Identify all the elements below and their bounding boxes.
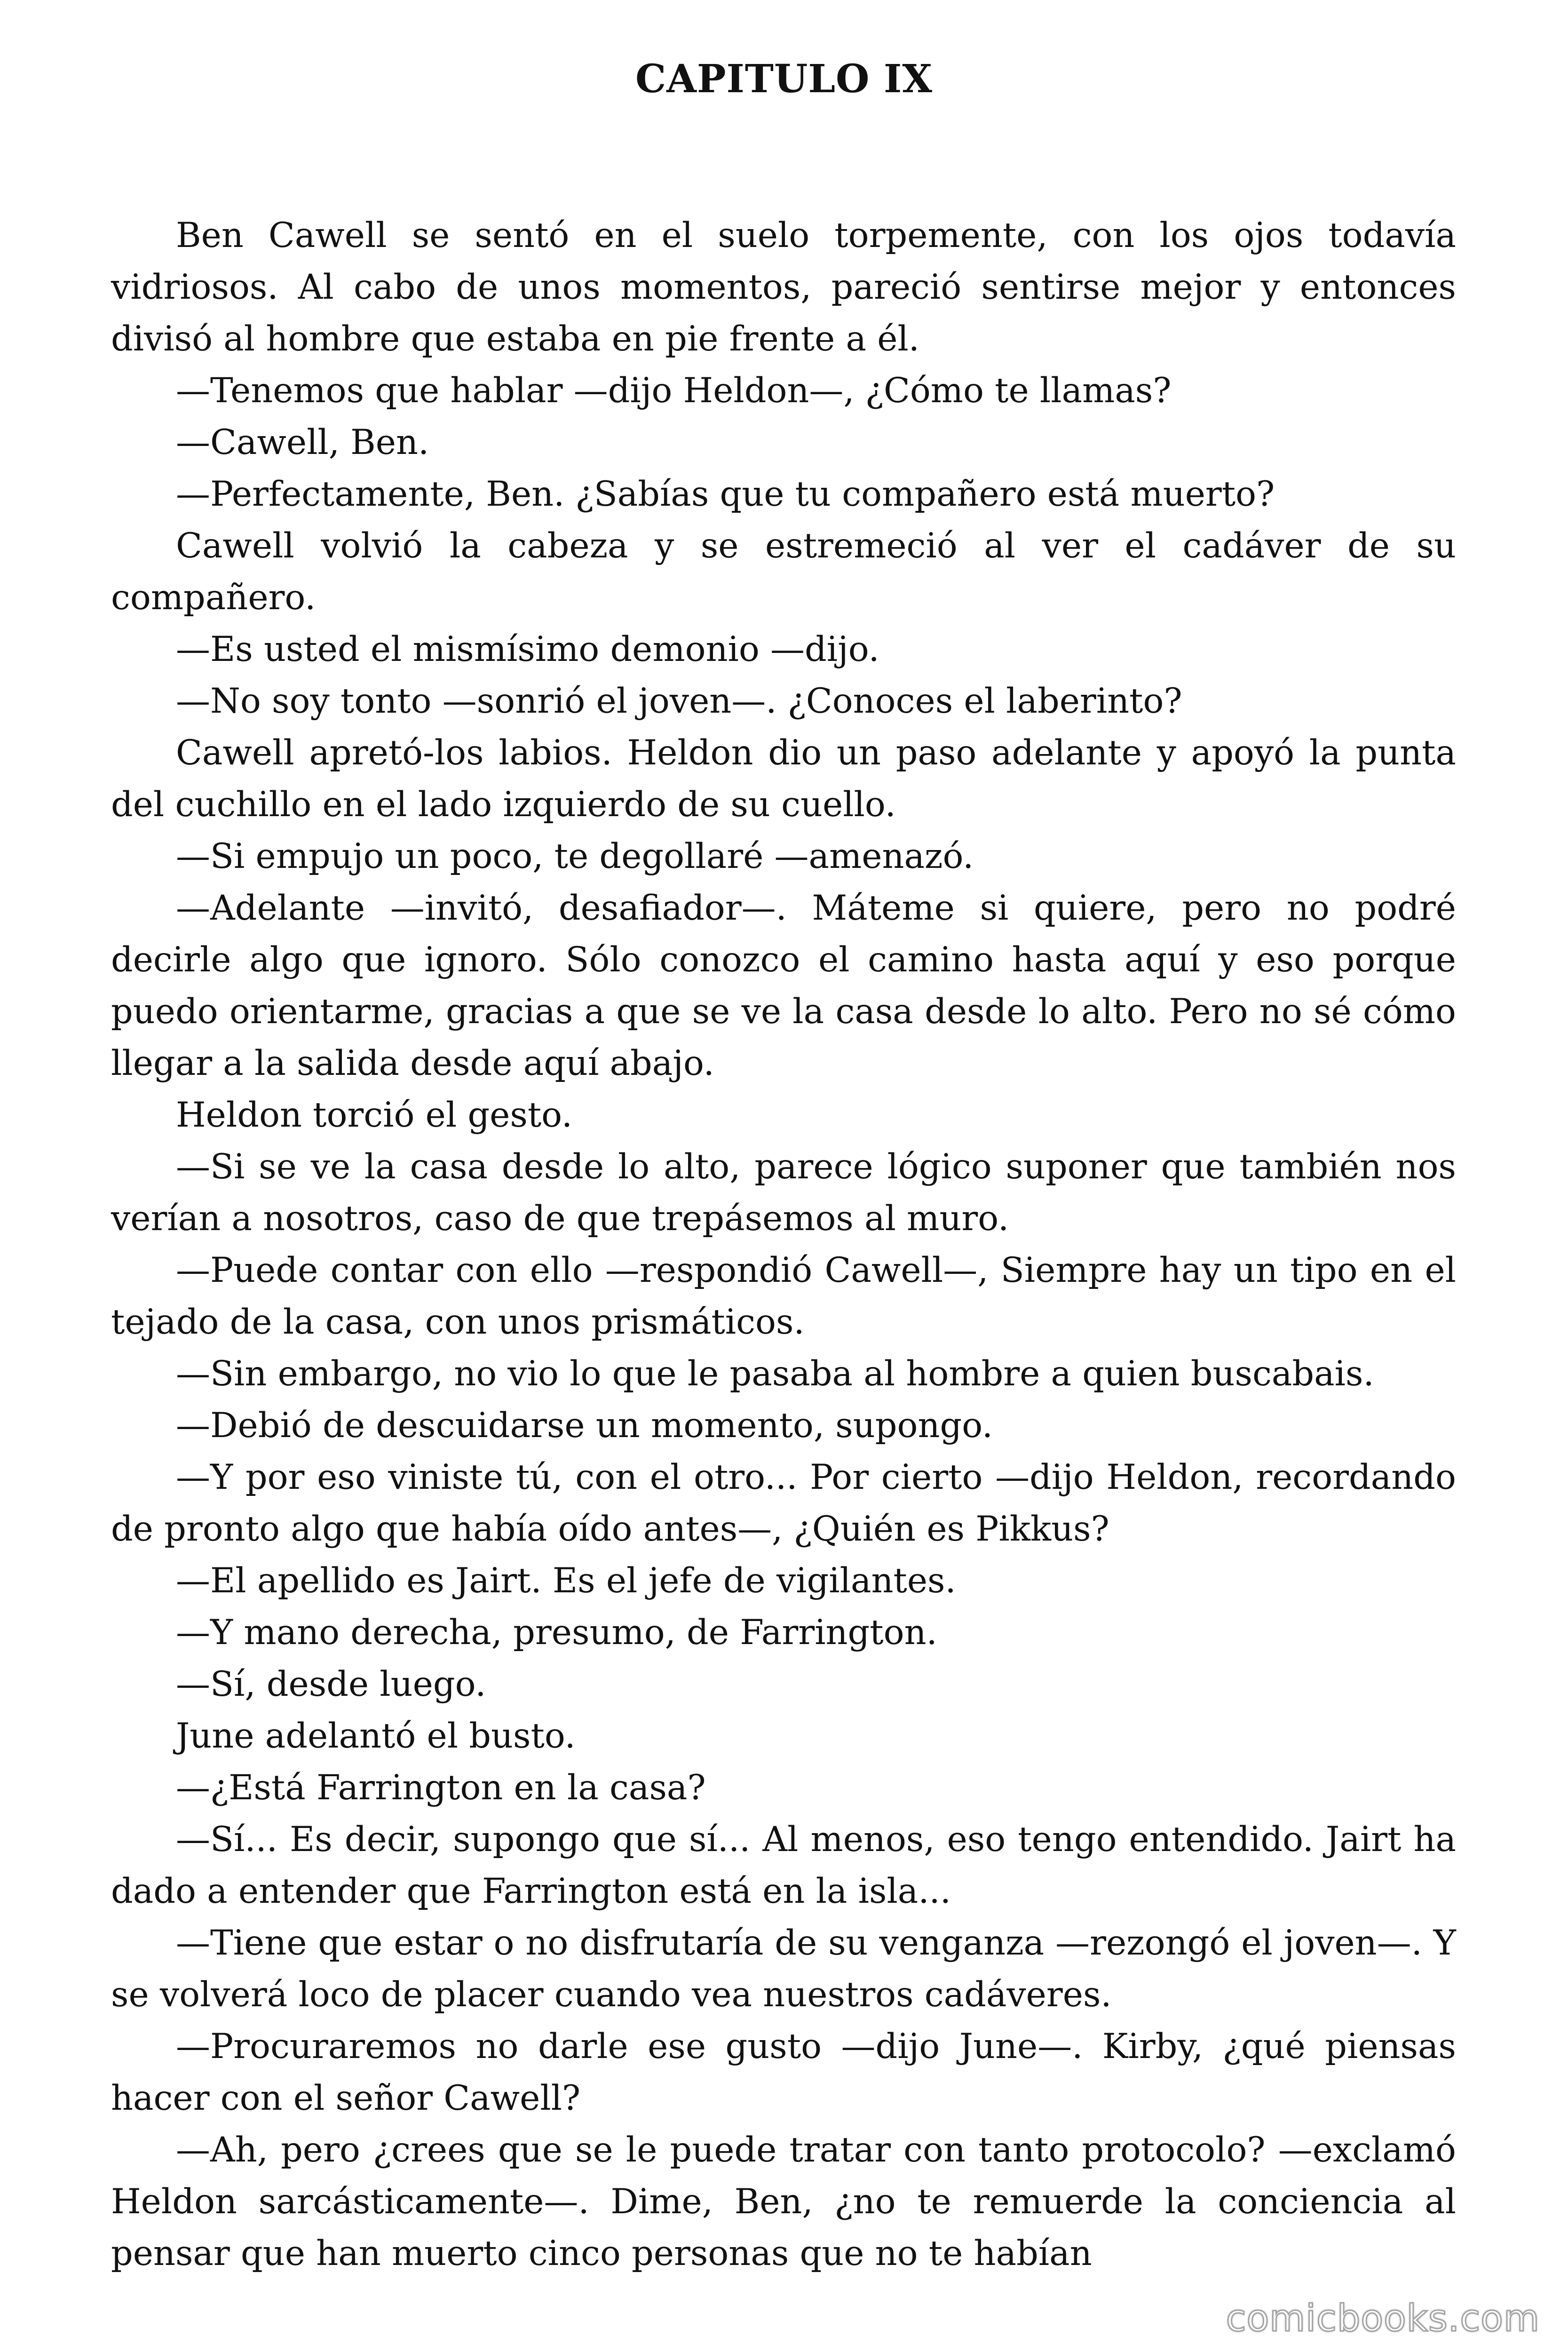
paragraph: Heldon torció el gesto. (176, 1095, 573, 1135)
paragraph: Cawell apretó-los labios. Heldon dio un paso adelante y apoyó la punta del cuchillo en el lado izquierdo de su cuello. (111, 733, 1456, 825)
paragraph: —Perfectamente, Ben. ¿Sabías que tu compañero está muerto? (176, 474, 1275, 514)
paragraph: —Procuraremos no darle ese gusto —dijo June—. Kirby, ¿qué piensas hacer con el señor Cawell? (111, 2026, 1456, 2118)
paragraph: —Si empujo un poco, te degollaré —amenazó. (176, 836, 974, 876)
paragraph: —Tenemos que hablar —dijo Heldon—, ¿Cómo te llamas? (176, 371, 1172, 411)
paragraph: —Y mano derecha, presumo, de Farrington. (176, 1613, 937, 1653)
paragraph: —Si se ve la casa desde lo alto, parece lógico suponer que también nos verían a nosotros, caso de que trepásemos al muro. (111, 1147, 1456, 1239)
paragraph: —No soy tonto —sonrió el joven—. ¿Conoces el laberinto? (176, 681, 1182, 721)
site-watermark: comicbooks.com (1226, 2297, 1540, 2340)
paragraph: —Ah, pero ¿crees que se le puede tratar con tanto protocolo? —exclamó Heldon sarcásticamente—. Dime, Ben, ¿no te remuerde la conciencia al pensar que han muerto cinco personas que no te habían (111, 2130, 1456, 2273)
paragraph: —¿Está Farrington en la casa? (176, 1768, 706, 1808)
paragraph: —Puede contar con ello —respondió Cawell—, Siempre hay un tipo en el tejado de la casa, con unos prismáticos. (111, 1250, 1456, 1342)
paragraph: —Debió de descuidarse un momento, supongo. (176, 1406, 993, 1446)
paragraph: —Y por eso viniste tú, con el otro... Por cierto —dijo Heldon, recordando de pronto algo que había oído antes—, ¿Quién es Pikkus? (111, 1457, 1456, 1549)
paragraph: —Cawell, Ben. (176, 422, 429, 462)
paragraph: Cawell volvió la cabeza y se estremeció al ver el cadáver de su compañero. (111, 526, 1456, 618)
paragraph: —Adelante —invitó, desafiador—. Máteme si quiere, pero no podré decirle algo que ignoro. Sólo conozco el camino hasta aquí y eso porque puedo orientarme, gracias a que se ve la casa desde lo alto. Pero no sé cómo llegar a la salida desde aquí abajo. (111, 888, 1456, 1083)
paragraph: —Es usted el mismísimo demonio —dijo. (176, 629, 879, 669)
paragraph: Ben Cawell se sentó en el suelo torpemente, con los ojos todavía vidriosos. Al cabo de unos momentos, pareció sentirse mejor y entonces divisó al hombre que estaba en pie frente a él. (111, 215, 1456, 359)
paragraph: —Sin embargo, no vio lo que le pasaba al hombre a quien buscabais. (176, 1354, 1374, 1394)
paragraph: —Sí, desde luego. (176, 1664, 486, 1704)
paragraph: —Sí... Es decir, supongo que sí... Al menos, eso tengo entendido. Jairt ha dado a entender que Farrington está en la isla... (111, 1820, 1456, 1911)
paragraph: June adelantó el busto. (176, 1716, 576, 1756)
chapter-title: CAPITULO IX (635, 56, 933, 102)
paragraph: —El apellido es Jairt. Es el jefe de vigilantes. (176, 1561, 956, 1601)
chapter-body (111, 210, 1456, 2280)
paragraph: —Tiene que estar o no disfrutaría de su venganza —rezongó el joven—. Y se volverá loco de placer cuando vea nuestros cadáveres. (111, 1923, 1456, 2015)
